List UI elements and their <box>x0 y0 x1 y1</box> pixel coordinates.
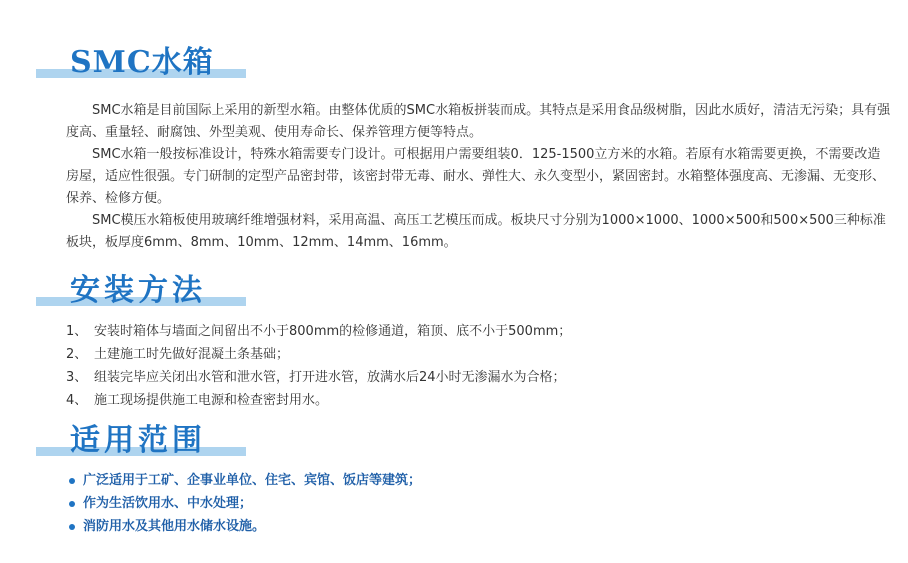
install-step <box>66 320 886 343</box>
intro-paragraph-1: SMC水箱是目前国际上采用的新型水箱。由整体优质的SMC水箱板拼装而成。其特点是采用食品级树脂，因此水质好，清洁无污染；具有强度高、重量轻、耐腐蚀、外型美观、使用寿命长、保养管理方便等特点。 <box>66 103 891 140</box>
intro-text-block <box>66 100 892 254</box>
install-step <box>66 389 886 412</box>
bullet-dot-icon <box>69 524 75 530</box>
intro-paragraph-2: SMC水箱一般按标准设计，特殊水箱需要专门设计。可根据用户需要组装0．125-1500立方米的水箱。若原有水箱需要更换，不需要改造房屋，适应性很强。专门研制的定型产品密封带，该密封带无毒、耐水、弹性大、永久变型小，紧固密封。水箱整体强度高、无渗漏、无变形、保养、检修方便。 <box>66 147 886 206</box>
scope-item-text: 作为生活饮用水、中水处理； <box>83 496 253 511</box>
step-number: 3、 <box>66 370 88 385</box>
scope-item <box>66 492 886 515</box>
heading-title-install: 安装方法 <box>70 273 206 308</box>
section-heading-smc <box>36 38 296 82</box>
step-text: 土建施工时先做好混凝土条基础； <box>94 347 290 362</box>
step-text: 组装完毕应关闭出水管和泄水管，打开进水管，放满水后24小时无渗漏水为合格； <box>94 370 566 385</box>
section-heading-scope <box>36 416 296 460</box>
scope-item-text: 广泛适用于工矿、企事业单位、住宅、宾馆、饭店等建筑； <box>83 473 422 488</box>
intro-paragraph-3: SMC模压水箱板使用玻璃纤维增强材料，采用高温、高压工艺模压而成。板块尺寸分别为1000×1000、1000×500和500×500三种标准板块，板厚度6mm、8mm、10mm、12mm、14mm、16mm。 <box>66 213 886 250</box>
scope-item-text: 消防用水及其他用水储水设施。 <box>83 519 266 534</box>
step-number: 4、 <box>66 393 88 408</box>
scope-item <box>66 515 886 538</box>
scope-list <box>66 469 886 538</box>
bullet-dot-icon <box>69 478 75 484</box>
step-text: 施工现场提供施工电源和检查密封用水。 <box>94 393 329 408</box>
step-number: 1、 <box>66 324 88 339</box>
heading-title-scope: 适用范围 <box>70 423 206 458</box>
scope-item <box>66 469 886 492</box>
step-text: 安装时箱体与墙面之间留出不小于800mm的检修通道，箱顶、底不小于500mm； <box>94 324 572 339</box>
install-steps-list <box>66 320 886 412</box>
install-step <box>66 343 886 366</box>
heading-title-smc: SMC水箱 <box>70 45 214 80</box>
section-heading-install <box>36 266 296 310</box>
step-number: 2、 <box>66 347 88 362</box>
bullet-dot-icon <box>69 501 75 507</box>
install-step <box>66 366 886 389</box>
